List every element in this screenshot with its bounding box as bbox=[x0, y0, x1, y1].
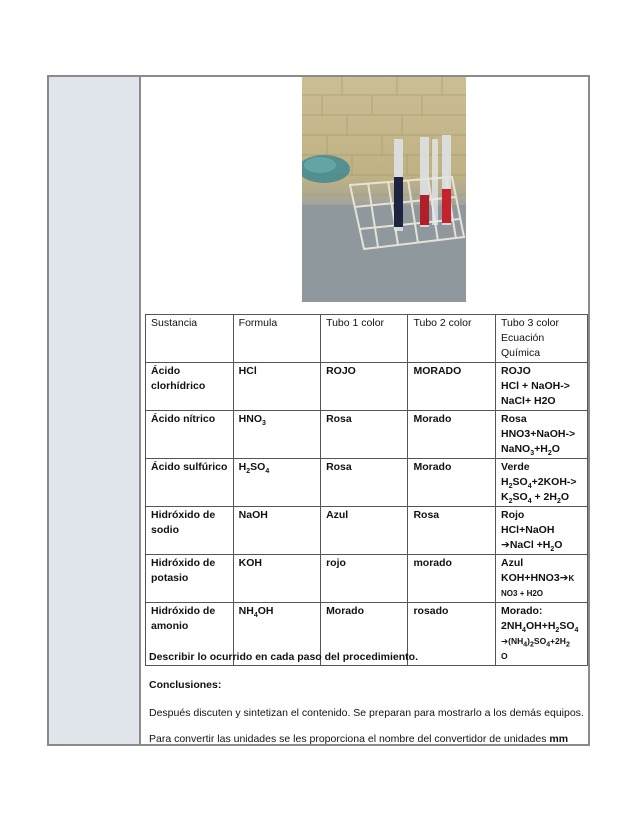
eq-part: KOH+HNO3 bbox=[501, 572, 560, 584]
eq-part: NaCl +H bbox=[509, 539, 551, 551]
arrow-icon: ➔ bbox=[559, 572, 569, 584]
paragraph-convert-text: Para convertir las unidades se les proporciona el nombre del convertidor de unidades bbox=[149, 733, 547, 745]
results-table-container bbox=[145, 314, 588, 666]
cell-sustancia bbox=[146, 459, 234, 507]
header-formula: Formula bbox=[233, 315, 320, 363]
cell-tubo2: Rosa bbox=[408, 507, 496, 555]
cell-formula: KOH bbox=[233, 555, 320, 603]
cell-tubo1: rojo bbox=[321, 555, 408, 603]
formula-text: H bbox=[238, 461, 247, 473]
cell-tubo3 bbox=[496, 459, 588, 507]
tubo3-equation: HNO3+NaOH-> bbox=[501, 428, 576, 440]
eq-part: +2KOH-> bbox=[531, 476, 577, 488]
header-tubo3-line2: Ecuación bbox=[501, 332, 545, 344]
eq-part: K bbox=[568, 574, 575, 583]
eq-part: SO bbox=[559, 620, 575, 632]
eq-part: SO bbox=[533, 636, 547, 646]
eq-part: ) bbox=[527, 636, 530, 646]
cell-tubo2: Morado bbox=[408, 459, 496, 507]
left-margin-column bbox=[49, 77, 141, 744]
eq-sub: 2 bbox=[550, 546, 555, 554]
eq-sub: 4 bbox=[546, 641, 551, 649]
test-tube-rack-photo bbox=[302, 77, 466, 302]
tubo3-equation: NaCl+ H2O bbox=[501, 395, 556, 407]
tubo3-equation: O bbox=[501, 651, 508, 661]
cell-tubo3 bbox=[496, 603, 588, 666]
eq-part: 2NH bbox=[501, 620, 523, 632]
tubo3-equation bbox=[501, 475, 582, 490]
eq-sub: 2 bbox=[555, 627, 560, 635]
cell-tubo1: Rosa bbox=[321, 459, 408, 507]
eq-part: (NH bbox=[508, 636, 524, 646]
arrow-icon: ➔ bbox=[501, 539, 510, 551]
cell-tubo3 bbox=[496, 411, 588, 459]
tubo3-equation bbox=[501, 538, 582, 553]
cell-tubo2: rosado bbox=[408, 603, 496, 666]
header-tubo1: Tubo 1 color bbox=[321, 315, 408, 363]
cell-tubo3 bbox=[496, 507, 588, 555]
formula-text: HNO bbox=[238, 413, 262, 425]
tubo3-equation: NO3 + H2O bbox=[501, 589, 544, 598]
paragraph-convert-bold: mm bbox=[549, 733, 569, 745]
cell-tubo3 bbox=[496, 555, 588, 603]
tubo3-equation: HCl+NaOH bbox=[501, 524, 555, 536]
tubo3-equation bbox=[501, 442, 582, 457]
eq-sub: 2 bbox=[547, 450, 552, 458]
cell-tubo1: Morado bbox=[321, 603, 408, 666]
tubo3-color: Azul bbox=[501, 557, 524, 569]
eq-part: SO bbox=[512, 476, 528, 488]
table-row bbox=[146, 507, 588, 555]
cell-tubo2: morado bbox=[408, 555, 496, 603]
eq-sub: 4 bbox=[574, 627, 579, 635]
tubo3-equation: HCl + NaOH-> bbox=[501, 380, 570, 392]
header-tubo3-line1: Tubo 3 color bbox=[501, 317, 559, 329]
eq-sub: 4 bbox=[527, 483, 532, 491]
conclusiones-label: Conclusiones: bbox=[149, 679, 222, 691]
sustancia-line: Hidróxido de bbox=[151, 557, 216, 569]
tubo3-equation bbox=[501, 490, 582, 505]
sustancia-line: potasio bbox=[151, 572, 189, 584]
eq-sub: 2 bbox=[508, 498, 513, 506]
table-row bbox=[146, 363, 588, 411]
cell-formula bbox=[233, 459, 320, 507]
eq-sub: 4 bbox=[522, 627, 526, 635]
formula-sub: 4 bbox=[265, 468, 270, 476]
eq-part: SO bbox=[512, 491, 528, 503]
sustancia-line: Hidróxido de bbox=[151, 605, 216, 617]
eq-part: K bbox=[501, 491, 509, 503]
sustancia-line: Ácido bbox=[151, 365, 181, 377]
sustancia-line: Ácido sulfúrico bbox=[151, 461, 228, 473]
eq-sub: 2 bbox=[565, 641, 570, 649]
cell-formula: HCl bbox=[233, 363, 320, 411]
cell-sustancia bbox=[146, 555, 234, 603]
tubo3-color: ROJO bbox=[501, 365, 531, 377]
sustancia-line: amonio bbox=[151, 620, 189, 632]
tubo3-equation bbox=[501, 619, 582, 634]
eq-part: +2H bbox=[550, 636, 566, 646]
eq-sub: 2 bbox=[508, 483, 513, 491]
sustancia-line: sodio bbox=[151, 524, 179, 536]
tubo3-color: Rojo bbox=[501, 509, 525, 521]
worksheet-frame bbox=[47, 75, 590, 746]
eq-part: H bbox=[501, 476, 509, 488]
eq-part: O bbox=[554, 539, 563, 551]
cell-tubo2: MORADO bbox=[408, 363, 496, 411]
table-row bbox=[146, 411, 588, 459]
eq-sub: 3 bbox=[530, 450, 535, 458]
table-row bbox=[146, 459, 588, 507]
table-header-row bbox=[146, 315, 588, 363]
header-tubo3 bbox=[496, 315, 588, 363]
cell-formula bbox=[233, 411, 320, 459]
cell-sustancia bbox=[146, 411, 234, 459]
describir-heading: Describir lo ocurrido en cada paso del procedimiento. bbox=[149, 651, 418, 663]
cell-sustancia bbox=[146, 507, 234, 555]
eq-sub: 4 bbox=[527, 498, 532, 506]
photo-illustration bbox=[302, 77, 466, 302]
cell-sustancia bbox=[146, 363, 234, 411]
tubo3-equation bbox=[501, 634, 582, 649]
formula-sub: 3 bbox=[262, 420, 266, 428]
cell-tubo1: Azul bbox=[321, 507, 408, 555]
paragraph-convert bbox=[149, 733, 568, 745]
sustancia-line: Hidróxido de bbox=[151, 509, 216, 521]
paragraph-discuss: Después discuten y sintetizan el contenido. Se preparan para mostrarlo a los demás equipos. bbox=[149, 707, 584, 719]
tubo3-color: Morado: bbox=[501, 605, 543, 617]
eq-part: +H bbox=[534, 443, 548, 455]
tubo3-equation bbox=[501, 571, 582, 586]
table-row bbox=[146, 555, 588, 603]
eq-sub: 2 bbox=[530, 641, 534, 649]
sustancia-line: clorhídrico bbox=[151, 380, 206, 392]
results-table bbox=[145, 314, 588, 666]
eq-part: + 2H bbox=[531, 491, 557, 503]
eq-sub: 4 bbox=[523, 641, 528, 649]
formula-sub: 4 bbox=[253, 612, 258, 620]
formula-text: NH bbox=[238, 605, 254, 617]
sustancia-line: Ácido nítrico bbox=[151, 413, 216, 425]
tubo3-color: Verde bbox=[501, 461, 530, 473]
cell-tubo3 bbox=[496, 363, 588, 411]
eq-part: OH+H bbox=[525, 620, 556, 632]
eq-sub: 2 bbox=[556, 498, 561, 506]
header-tubo3-line3: Química bbox=[501, 347, 541, 359]
header-sustancia: Sustancia bbox=[146, 315, 234, 363]
cell-tubo2: Morado bbox=[408, 411, 496, 459]
eq-part: O bbox=[551, 443, 560, 455]
cell-tubo1: ROJO bbox=[321, 363, 408, 411]
header-tubo2: Tubo 2 color bbox=[408, 315, 496, 363]
cell-formula: NaOH bbox=[233, 507, 320, 555]
tubo3-color: Rosa bbox=[501, 413, 527, 425]
formula-sub: 2 bbox=[246, 468, 251, 476]
eq-part: NaNO bbox=[501, 443, 531, 455]
formula-text: OH bbox=[257, 605, 274, 617]
eq-part: O bbox=[560, 491, 570, 503]
formula-text: SO bbox=[250, 461, 266, 473]
arrow-icon: ➔ bbox=[501, 636, 509, 646]
cell-tubo1: Rosa bbox=[321, 411, 408, 459]
